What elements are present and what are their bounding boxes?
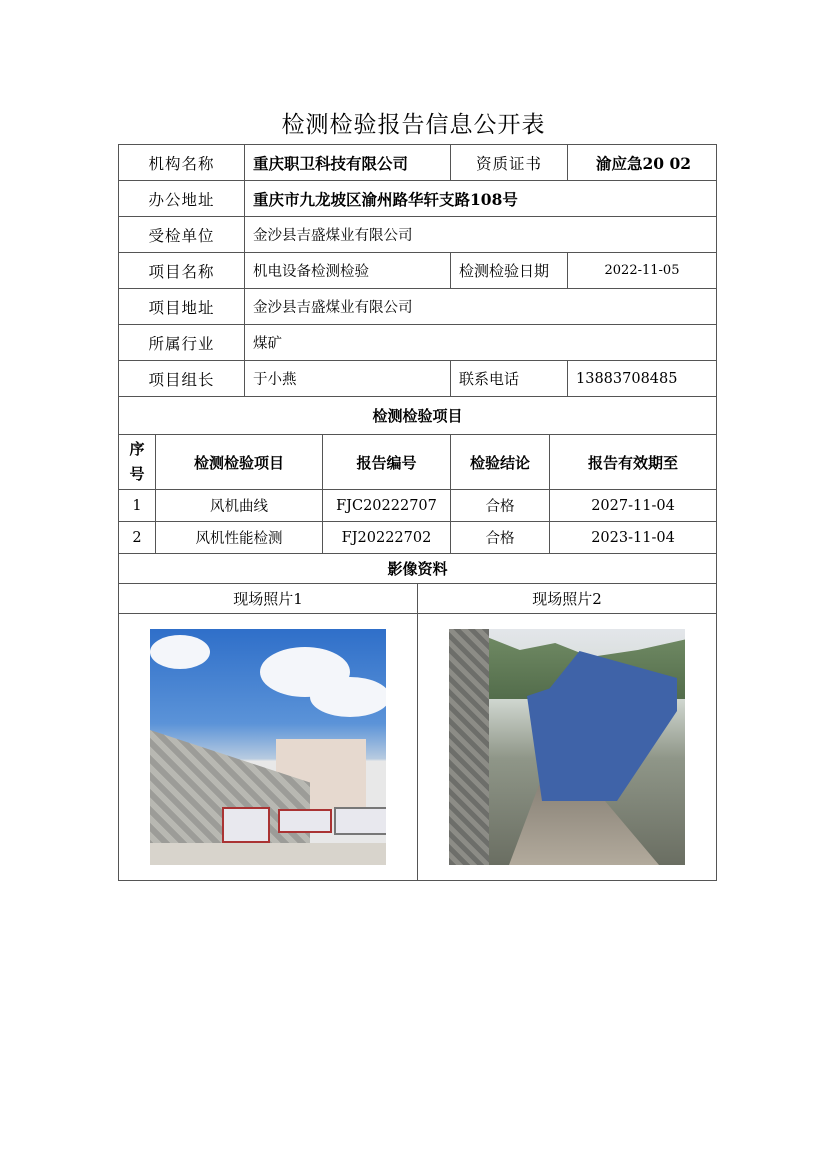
- photo2-cell: [418, 614, 717, 881]
- site-photo-2: [449, 629, 685, 865]
- site-label: 项目地址: [119, 289, 245, 325]
- photo1-label: 现场照片1: [119, 584, 418, 614]
- row-report-no: FJC20222707: [323, 490, 451, 522]
- date-value: 2022-11-05: [568, 253, 717, 289]
- phone-value: 13883708485: [568, 361, 717, 397]
- photos-section-title: 影像资料: [119, 554, 717, 584]
- info-row-leader: [119, 361, 717, 397]
- photo2-label: 现场照片2: [418, 584, 717, 614]
- cert-value: 渝应急20 02: [568, 145, 717, 181]
- col-header-conclusion: 检验结论: [451, 435, 550, 490]
- row-valid-until: 2027-11-04: [550, 490, 717, 522]
- row-item: 风机性能检测: [156, 522, 323, 554]
- row-valid-until: 2023-11-04: [550, 522, 717, 554]
- site-value: 金沙县吉盛煤业有限公司: [245, 289, 717, 325]
- table-row: [119, 490, 717, 522]
- site-photo-1: [150, 629, 386, 865]
- leader-label: 项目组长: [119, 361, 245, 397]
- row-item: 风机曲线: [156, 490, 323, 522]
- photo1-cell: [119, 614, 418, 881]
- info-row-site: [119, 289, 717, 325]
- items-header-row: [119, 435, 717, 490]
- photos-section-row: [119, 554, 717, 584]
- info-row-project: [119, 253, 717, 289]
- items-table: [118, 434, 717, 584]
- col-header-item: 检测检验项目: [156, 435, 323, 490]
- info-row-org: [119, 145, 717, 181]
- table-row: [119, 522, 717, 554]
- photos-label-row: [119, 584, 717, 614]
- row-conclusion: 合格: [451, 522, 550, 554]
- org-value: 重庆职卫科技有限公司: [245, 145, 451, 181]
- info-row-address: [119, 181, 717, 217]
- info-row-industry: [119, 325, 717, 361]
- addr-label: 办公地址: [119, 181, 245, 217]
- row-conclusion: 合格: [451, 490, 550, 522]
- cert-label: 资质证书: [451, 145, 568, 181]
- addr-value: 重庆市九龙坡区渝州路华轩支路108号: [245, 181, 717, 217]
- leader-value: 于小燕: [245, 361, 451, 397]
- client-label: 受检单位: [119, 217, 245, 253]
- row-report-no: FJ20222702: [323, 522, 451, 554]
- row-no: 2: [119, 522, 156, 554]
- photos-table: [118, 583, 717, 881]
- info-row-client: [119, 217, 717, 253]
- photos-image-row: [119, 614, 717, 881]
- industry-value: 煤矿: [245, 325, 717, 361]
- row-no: 1: [119, 490, 156, 522]
- project-label: 项目名称: [119, 253, 245, 289]
- col-header-report-no: 报告编号: [323, 435, 451, 490]
- date-label: 检测检验日期: [451, 253, 568, 289]
- page-title: 检测检验报告信息公开表: [281, 112, 546, 138]
- client-value: 金沙县吉盛煤业有限公司: [245, 217, 717, 253]
- col-header-no: 序号: [119, 435, 156, 490]
- org-label: 机构名称: [119, 145, 245, 181]
- items-section-row: [119, 397, 717, 435]
- info-table: [118, 144, 717, 435]
- project-value: 机电设备检测检验: [245, 253, 451, 289]
- phone-label: 联系电话: [451, 361, 568, 397]
- col-header-valid-until: 报告有效期至: [550, 435, 717, 490]
- items-section-title: 检测检验项目: [119, 397, 717, 435]
- industry-label: 所属行业: [119, 325, 245, 361]
